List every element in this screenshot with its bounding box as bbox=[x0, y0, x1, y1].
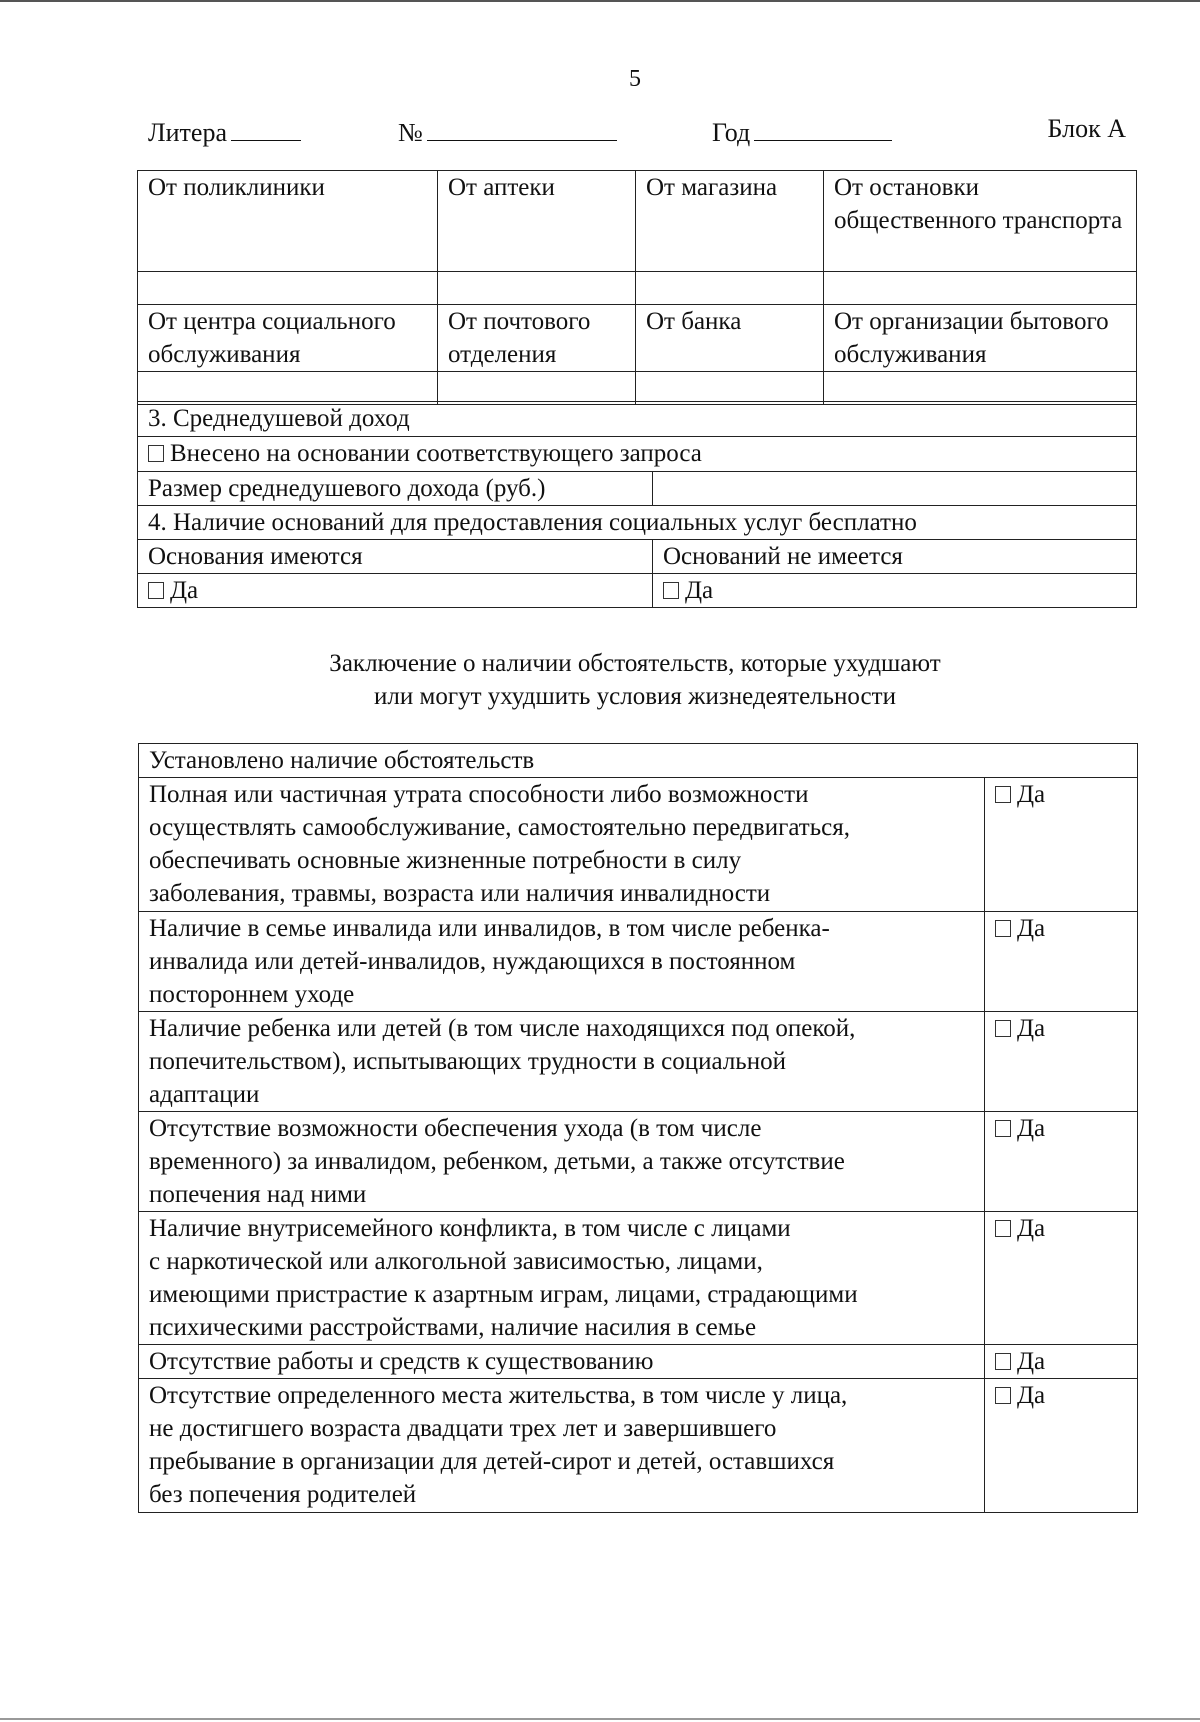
circumstance-yes-label: Да bbox=[1017, 1115, 1046, 1142]
distance-transport-stop: От остановки общественного транспорта bbox=[824, 171, 1137, 272]
distance-value-row-2 bbox=[138, 372, 1137, 405]
distance-header-row-2 bbox=[138, 305, 1137, 372]
distance-shop: От магазина bbox=[636, 171, 824, 272]
number-label: № bbox=[398, 118, 423, 147]
circumstances-table bbox=[138, 743, 1138, 1513]
circumstance-text-line: инвалида или детей-инвалидов, нуждающихся в постоянном bbox=[149, 948, 796, 975]
circumstance-checkbox[interactable] bbox=[995, 920, 1011, 937]
distance-bank-value[interactable] bbox=[636, 372, 824, 405]
circumstance-yes-option[interactable] bbox=[985, 1345, 1138, 1379]
circumstance-text-line: обеспечивать основные жизненные потребности в силу bbox=[149, 847, 742, 874]
circumstance-text-line: не достигшего возраста двадцати трех лет и завершившего bbox=[149, 1415, 777, 1442]
block-label: Блок А bbox=[1047, 114, 1126, 143]
circumstances-rows bbox=[139, 778, 1138, 1513]
bottom-edge-line bbox=[0, 1718, 1200, 1720]
income-table bbox=[137, 401, 1137, 608]
circumstance-yes-option[interactable] bbox=[985, 1212, 1138, 1345]
circumstance-text-line: пребывание в организации для детей-сирот и детей, оставшихся bbox=[149, 1448, 835, 1475]
circumstance-row bbox=[139, 778, 1138, 912]
circumstance-text bbox=[139, 1012, 985, 1112]
circumstance-yes-label: Да bbox=[1017, 1382, 1046, 1409]
distance-pharmacy: От аптеки bbox=[438, 171, 636, 272]
circumstance-yes-label: Да bbox=[1017, 1348, 1046, 1375]
circumstance-row bbox=[139, 1379, 1138, 1513]
circumstance-text bbox=[139, 1379, 985, 1513]
grounds-absent-checkbox[interactable] bbox=[663, 582, 679, 599]
circumstance-yes-option[interactable] bbox=[985, 1379, 1138, 1513]
litera-blank[interactable] bbox=[231, 114, 301, 141]
header-line bbox=[148, 114, 1126, 148]
circumstance-text-line: с наркотической или алкогольной зависимостью, лицами, bbox=[149, 1248, 763, 1275]
circumstance-yes-option[interactable] bbox=[985, 912, 1138, 1012]
conclusion-line-1: Заключение о наличии обстоятельств, которые ухудшают bbox=[329, 650, 941, 677]
distance-consumer-services: От организации бытового обслуживания bbox=[824, 305, 1137, 372]
circumstance-checkbox[interactable] bbox=[995, 1353, 1011, 1370]
circumstance-text bbox=[139, 912, 985, 1012]
distance-post-office-value[interactable] bbox=[438, 372, 636, 405]
top-edge-line bbox=[0, 0, 1200, 2]
year-label: Год bbox=[712, 118, 751, 147]
distance-polyclinic-value[interactable] bbox=[138, 272, 438, 305]
conclusion-line-2: или могут ухудшить условия жизнедеятельности bbox=[374, 683, 896, 710]
circumstance-text-line: Отсутствие определенного места жительства, в том числе у лица, bbox=[149, 1382, 848, 1409]
income-section-title: 3. Среднедушевой доход bbox=[138, 402, 1137, 437]
circumstance-text-line: адаптации bbox=[149, 1081, 260, 1108]
circumstance-text-line: Полная или частичная утрата способности либо возможности bbox=[149, 781, 809, 808]
circumstance-checkbox[interactable] bbox=[995, 1387, 1011, 1404]
year-field[interactable] bbox=[712, 114, 892, 148]
circumstance-text-line: имеющими пристрастие к азартным играм, лицами, страдающими bbox=[149, 1281, 858, 1308]
circumstance-text-line: осуществлять самообслуживание, самостоятельно передвигаться, bbox=[149, 814, 850, 841]
circumstance-text bbox=[139, 1345, 985, 1379]
conclusion-heading bbox=[0, 647, 1200, 713]
circumstance-text-line: попечения над ними bbox=[149, 1181, 367, 1208]
circumstance-checkbox[interactable] bbox=[995, 786, 1011, 803]
circumstance-text-line: попечительством), испытывающих трудности в социальной bbox=[149, 1048, 786, 1075]
circumstance-checkbox[interactable] bbox=[995, 1020, 1011, 1037]
distance-post-office: От почтового отделения bbox=[438, 305, 636, 372]
distance-table bbox=[137, 170, 1137, 405]
circumstance-yes-label: Да bbox=[1017, 915, 1046, 942]
circumstance-text-line: психическими расстройствами, наличие насилия в семье bbox=[149, 1314, 757, 1341]
litera-field[interactable] bbox=[148, 114, 301, 148]
circumstance-text-line: временного) за инвалидом, ребенком, детьми, а также отсутствие bbox=[149, 1148, 845, 1175]
income-size-label: Размер среднедушевого дохода (руб.) bbox=[138, 472, 653, 506]
distance-social-center-value[interactable] bbox=[138, 372, 438, 405]
distance-consumer-services-value[interactable] bbox=[824, 372, 1137, 405]
grounds-exist-label: Основания имеются bbox=[138, 540, 653, 574]
page-number: 5 bbox=[629, 66, 641, 92]
grounds-absent-option[interactable] bbox=[653, 574, 1137, 608]
free-services-title: 4. Наличие оснований для предоставления социальных услуг бесплатно bbox=[138, 506, 1137, 540]
grounds-exist-yes: Да bbox=[170, 577, 199, 604]
distance-pharmacy-value[interactable] bbox=[438, 272, 636, 305]
grounds-exist-option[interactable] bbox=[138, 574, 653, 608]
distance-bank: От банка bbox=[636, 305, 824, 372]
circumstance-yes-label: Да bbox=[1017, 781, 1046, 808]
circumstance-checkbox[interactable] bbox=[995, 1220, 1011, 1237]
circumstance-row bbox=[139, 912, 1138, 1012]
income-size-value[interactable] bbox=[653, 472, 1137, 506]
circumstance-text-line: Наличие в семье инвалида или инвалидов, в том числе ребенка- bbox=[149, 915, 830, 942]
circumstance-yes-option[interactable] bbox=[985, 778, 1138, 912]
circumstance-text bbox=[139, 1112, 985, 1212]
circumstance-text bbox=[139, 1212, 985, 1345]
circumstances-header: Установлено наличие обстоятельств bbox=[139, 744, 1138, 778]
litera-label: Литера bbox=[148, 118, 227, 147]
distance-social-center: От центра социального обслуживания bbox=[138, 305, 438, 372]
circumstance-text-line: Отсутствие возможности обеспечения ухода (в том числе bbox=[149, 1115, 762, 1142]
request-note-label: Внесено на основании соответствующего запроса bbox=[170, 440, 702, 467]
circumstance-yes-label: Да bbox=[1017, 1015, 1046, 1042]
circumstance-text-line: постороннем уходе bbox=[149, 981, 355, 1008]
request-checkbox[interactable] bbox=[148, 445, 164, 462]
circumstance-text-line: без попечения родителей bbox=[149, 1481, 417, 1508]
circumstance-row bbox=[139, 1012, 1138, 1112]
grounds-absent-yes: Да bbox=[685, 577, 714, 604]
year-blank[interactable] bbox=[754, 114, 892, 141]
circumstance-text bbox=[139, 778, 985, 912]
circumstance-yes-option[interactable] bbox=[985, 1012, 1138, 1112]
circumstance-text-line: Наличие ребенка или детей (в том числе находящихся под опекой, bbox=[149, 1015, 856, 1042]
circumstance-row bbox=[139, 1212, 1138, 1345]
distance-polyclinic: От поликлиники bbox=[138, 171, 438, 272]
grounds-absent-label: Оснований не имеется bbox=[653, 540, 1137, 574]
distance-transport-stop-value[interactable] bbox=[824, 272, 1137, 305]
circumstance-row bbox=[139, 1112, 1138, 1212]
distance-header-row bbox=[138, 171, 1137, 272]
circumstance-text-line: заболевания, травмы, возраста или наличия инвалидности bbox=[149, 880, 771, 907]
circumstance-yes-option[interactable] bbox=[985, 1112, 1138, 1212]
distance-shop-value[interactable] bbox=[636, 272, 824, 305]
distance-value-row bbox=[138, 272, 1137, 305]
circumstance-text-line: Отсутствие работы и средств к существованию bbox=[149, 1348, 654, 1375]
circumstance-checkbox[interactable] bbox=[995, 1120, 1011, 1137]
request-note-row[interactable] bbox=[138, 437, 1137, 472]
grounds-exist-checkbox[interactable] bbox=[148, 582, 164, 599]
circumstance-yes-label: Да bbox=[1017, 1215, 1046, 1242]
number-field[interactable] bbox=[398, 114, 617, 148]
circumstance-row bbox=[139, 1345, 1138, 1379]
number-blank[interactable] bbox=[427, 114, 617, 141]
circumstance-text-line: Наличие внутрисемейного конфликта, в том числе с лицами bbox=[149, 1215, 791, 1242]
